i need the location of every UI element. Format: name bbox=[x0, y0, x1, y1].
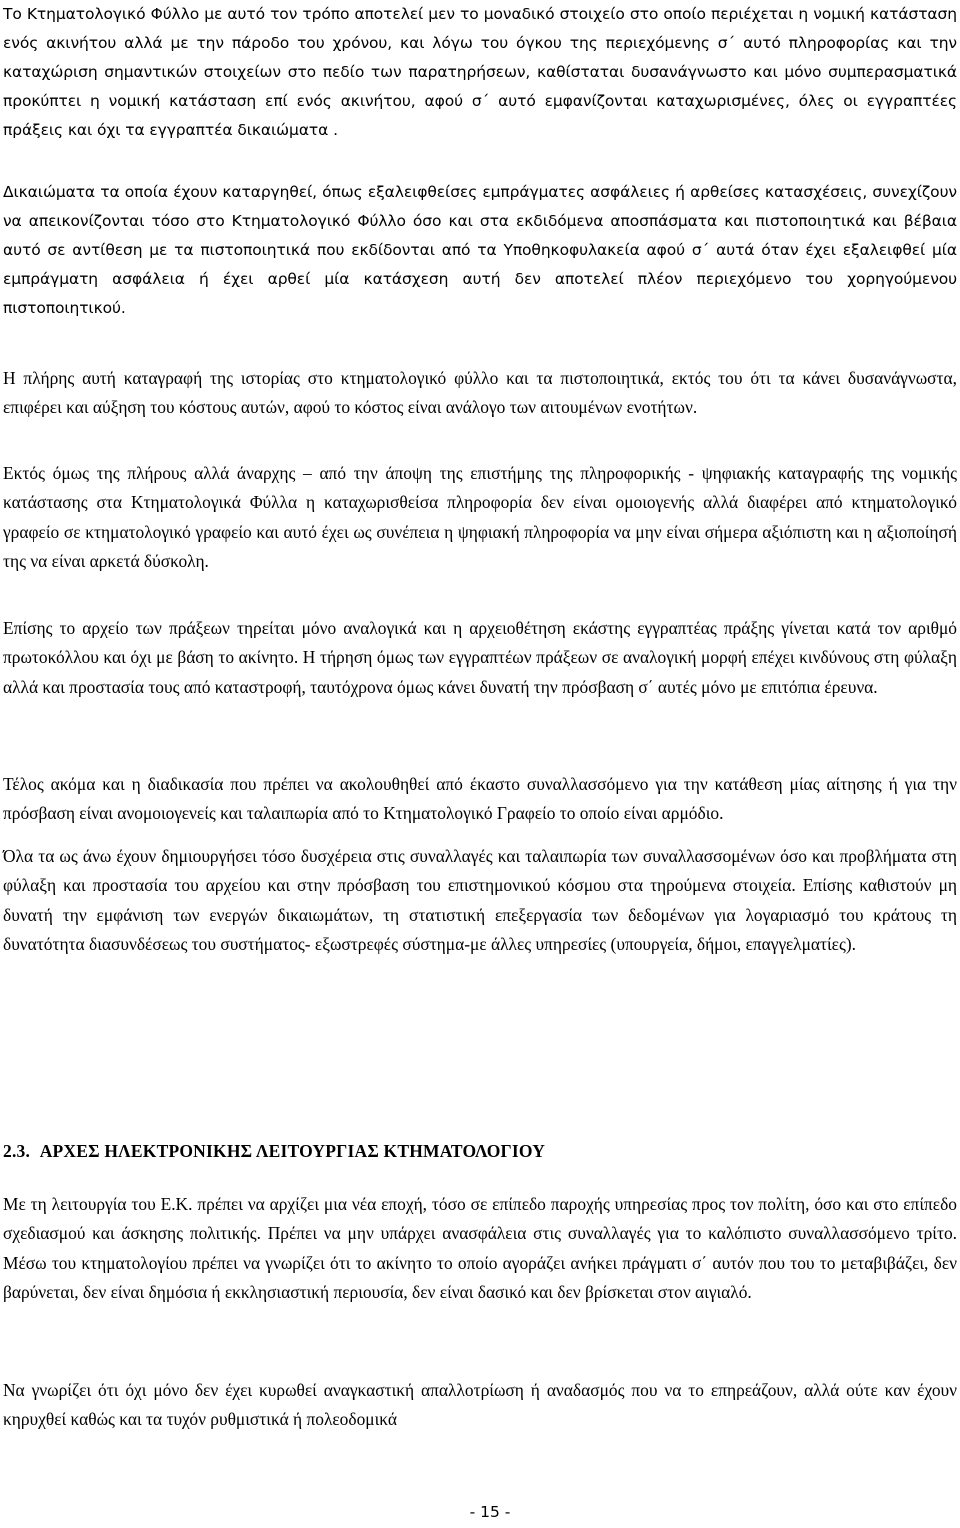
paragraph-digital-recording: Εκτός όμως της πλήρους αλλά άναρχης – από την άποψη της επιστήμης της πληροφορικής - ψηφιακής καταγραφής της νομικής κατάστασης στα Κτηματολογικά Φύλλα η καταχωρισθείσα πληροφορία δεν είναι ομοιογενής αλλά διαφέρει από κτηματολογικό γραφείο σε κτηματολογικό γραφείο και αυτό έχει ως συνέπεια η ψηφιακή πληροφορία να μην είναι σήμερα αξιόπιστη και η αξιοποίησή της να είναι αρκετά δύσκολη. bbox=[3, 463, 957, 571]
paragraph-procedure: Τέλος ακόμα και η διαδικασία που πρέπει να ακολουθηθεί από έκαστο συναλλασσόμενο για την κατάθεση μίας αίτησης ή για την πρόσβαση είναι ανομοιογενείς και ταλαιπωρία από το Κτηματολογικό Γραφείο το οποίο είναι αρμόδιο. bbox=[3, 774, 957, 824]
paragraph-awareness: Να γνωρίζει ότι όχι μόνο δεν έχει κυρωθεί αναγκαστική απαλλοτρίωση ή αναδασμός που να το επηρεάζουν, αλλά ούτε καν έχουν κηρυχθεί καθώς και τα τυχόν ρυθμιστικά ή πολεοδομικά bbox=[3, 1380, 957, 1430]
paragraph-cadastral-sheet: Το Κτηματολογικό Φύλλο με αυτό τον τρόπο αποτελεί μεν το μοναδικό στοιχείο στο οποίο περιέχεται η νομική κατάσταση ενός ακινήτου αλλά με την πάροδο του χρόνου, και λόγω του όγκου της περιεχόμενης σ΄ αυτό πληροφορίας και την καταχώριση σημαντικών στοιχείων στο πεδίο των παρατηρήσεων, καθίσταται δυσανάγνωστο και μόνο συμπερασματικά προκύπτει η νομική κατάσταση επί ενός ακινήτου, αφού σ΄ αυτό εμφανίζονται καταχωρισμένες, όλες οι εγγραπτέες πράξεις και όχι τα εγγραπτέα δικαιώματα . bbox=[3, 5, 957, 139]
paragraph-deeds-archive: Επίσης το αρχείο των πράξεων τηρείται μόνο αναλογικά και η αρχειοθέτηση εκάστης εγγραπτέας πράξης γίνεται κατά τον αριθμό πρωτοκόλλου και όχι με βάση το ακίνητο. Η τήρηση όμως των εγγραπτέων πράξεων σε αναλογική μορφή επέχει κινδύνους στη φύλαξη αλλά και προστασία τους από καταστροφή, ταυτόχρονα όμως κάνει δυνατή την πρόσβαση σ΄ αυτές μόνο με επιτόπια έρευνα. bbox=[3, 618, 957, 697]
section-heading bbox=[3, 1138, 545, 1164]
paragraph-new-era: Με τη λειτουργία του Ε.Κ. πρέπει να αρχίζει μια νέα εποχή, τόσο σε επίπεδο παροχής υπηρεσίας προς τον πολίτη, όσο και στο επίπεδο σχεδιασμού και άσκησης πολιτικής. Πρέπει να μην υπάρχει ανασφάλεια στις συναλλαγές για το καλόπιστο συναλλασσόμενο τρίτο. Μέσω του κτηματολογίου πρέπει να γνωρίζει ότι το ακίνητο το οποίο αγοράζει ανήκει πράγματι σ΄ αυτόν που του το μεταβιβάζει, δεν βαρύνεται, δεν είναι δημόσια ή εκκλησιαστική περιουσία, δεν είναι δασικό και δεν βρίσκεται στον αιγιαλό. bbox=[3, 1194, 957, 1302]
page-number: - 15 - bbox=[469, 1503, 511, 1521]
section-title: ΑΡΧΕΣ ΗΛΕΚΤΡΟΝΙΚΗΣ ΛΕΙΤΟΥΡΓΙΑΣ ΚΤΗΜΑΤΟΛΟΓΙΟΥ bbox=[39, 1141, 546, 1161]
paragraph-consequences: Όλα τα ως άνω έχουν δημιουργήσει τόσο δυσχέρεια στις συναλλαγές και ταλαιπωρία των συναλλασσομένων όσο και προβλήματα στη φύλαξη και προστασία του αρχείου και στην πρόσβαση του επιστημονικού κόσμου στα τηρούμενα στοιχεία. Επίσης καθιστούν μη δυνατή την εμφάνιση των ενεργών δικαιωμάτων, τη στατιστική επεξεργασία των δεδομένων για λογαριασμό του κράτους τη δυνατότητα διασυνδέσεως του συστήματος- εξωστρεφές σύστημα-με άλλες υπηρεσίες (υπουργεία, δήμοι, επαγγελματίες). bbox=[3, 846, 957, 954]
section-number: 2.3. bbox=[3, 1141, 31, 1161]
paragraph-full-recording: Η πλήρης αυτή καταγραφή της ιστορίας στο κτηματολογικό φύλλο και τα πιστοποιητικά, εκτός του ότι τα κάνει δυσανάγνωστα, επιφέρει και αύξηση του κόστους αυτών, αφού το κόστος είναι ανάλογο των αιτουμένων ενοτήτων. bbox=[3, 368, 957, 418]
paragraph-abolished-rights: Δικαιώματα τα οποία έχουν καταργηθεί, όπως εξαλειφθείσες εμπράγματες ασφάλειες ή αρθείσες κατασχέσεις, συνεχίζουν να απεικονίζονται τόσο στο Κτηματολογικό Φύλλο όσο και στα εκδιδόμενα αποσπάσματα και πιστοποιητικά και βέβαια αυτό σε αντίθεση με τα πιστοποιητικά που εκδίδονται από τα Υποθηκοφυλακεία αφού σ΄ αυτά όταν έχει εξαλειφθεί μία εμπράγματη ασφάλεια ή έχει αρθεί μία κατάσχεση αυτή δεν αποτελεί πλέον περιεχόμενο του χορηγούμενου πιστοποιητικού. bbox=[3, 183, 957, 317]
